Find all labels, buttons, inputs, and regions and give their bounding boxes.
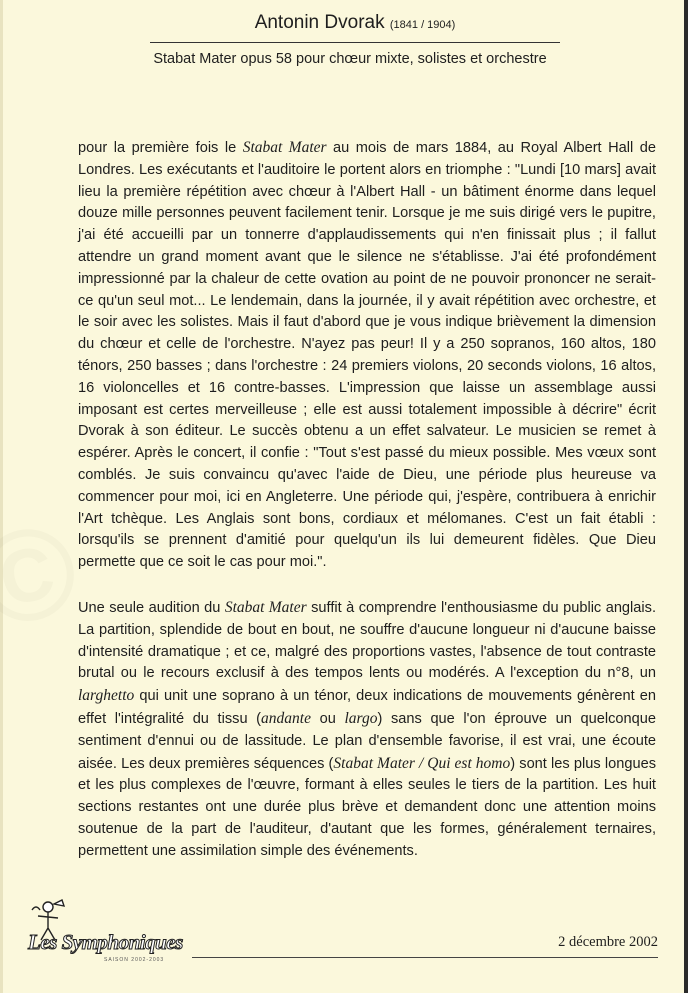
work-title-italic: Stabat Mater bbox=[224, 599, 307, 616]
paragraph-text: ) sont les plus longues et les plus complexes de l'œuvre, formant à elles seules le tiers de la partition. Les huit sections restantes ont une durée plus brève et demandent donc une attention moins soutenue de la part de l'auditeur, d'autant que les formes, généralement ternaires, permettent une assimilation simple des événements. bbox=[78, 755, 656, 859]
paragraph-text: ou bbox=[310, 710, 345, 727]
page-edge-left bbox=[0, 0, 3, 993]
logo-wordmark: Les Symphoniques bbox=[28, 930, 183, 954]
page-edge-right bbox=[684, 0, 688, 993]
tempo-term-italic: larghetto bbox=[78, 687, 135, 705]
page-title bbox=[150, 12, 560, 36]
copyright-watermark bbox=[0, 492, 90, 659]
paragraph-text: Une seule audition du bbox=[78, 600, 225, 616]
footer-divider bbox=[192, 957, 658, 958]
body-paragraph-1 bbox=[78, 137, 656, 574]
body-paragraph-2 bbox=[78, 597, 656, 863]
composer-dates: (1841 / 1904) bbox=[389, 19, 456, 31]
tempo-term-italic: largo bbox=[344, 709, 378, 727]
work-title-italic: Stabat Mater bbox=[242, 139, 327, 156]
sequence-titles-italic: Stabat Mater / Qui est homo bbox=[333, 754, 511, 772]
composer-name: Antonin Dvorak bbox=[254, 12, 385, 33]
paragraph-text: suffit à comprendre l'enthousiasme du public anglais. La partition, splendide de bout en bout, ne souffre d'aucune longueur ni d'aucune baisse d'intensité dramatique ; et ce, malgré des proportions vastes, l'absence de tout contraste brutal ou le recours exclusif à des tempos lents ou modérés. A l'exception du n°8, un bbox=[78, 600, 656, 682]
tempo-term-italic: andante bbox=[261, 709, 311, 727]
header-divider bbox=[150, 42, 560, 43]
footer-date: 2 décembre 2002 bbox=[558, 934, 658, 950]
page-subtitle: Stabat Mater opus 58 pour chœur mixte, solistes et orchestre bbox=[153, 51, 547, 67]
logo-tagline: SAISON 2002-2003 bbox=[104, 957, 165, 963]
paragraph-text: au mois de mars 1884, au Royal Albert Hall de Londres. Les exécutants et l'auditoire le portent alors en triomphe : "Lundi [10 mars] avait lieu la première répétition avec chœur à l'Albert Hall - un bâtiment énorme dans lequel douze mille personnes peuvent facilement tenir. Lorsque je me suis dirigé vers le pupitre, j'ai été accueilli par un tonnerre d'applaudissements qui n'en finissait plus ; il fallut attendre un grand moment avant que le silence ne s'établisse. J'ai été profondément impressionné par la chaleur de cette ovation au point de ne pouvoir prononcer ne serait-ce qu'un seul mot... Le lendemain, dans la journée, il y avait répétition avec orchestre, et le soir avec les solistes. Mais il faut d'abord que je vous indique brièvement la dimension du chœur et celle de l'orchestre. N'ayez pas peur! Il y a 250 sopranos, 160 altos, 180 ténors, 250 basses ; dans l'orchestre : 24 premiers violons, 20 seconds violons, 16 altos, 16 violoncelles et 16 contre-basses. L'impression que laisse un assemblage aussi imposant est certes merveilleuse ; elle est aussi totalement impossible à décrire" écrit Dvorak à son éditeur. Le succès obtenu a un effet salvateur. Le musicien se remet à espérer. Après le concert, il confie : "Tout s'est passé du mieux possible. Mes vœux sont comblés. Je suis convaincu qu'avec l'aide de Dieu, une période plus heureuse va commencer pour moi, ici en Angleterre. Une période qui, j'espère, contribuera à enrichir l'Art tchèque. Les Anglais sont bons, cordiaux et mélomanes. C'est un fait établi : lorsqu'ils se prennent d'amitié pour quelqu'un ils lui demeurent fidèles. Que Dieu permette que ce soit le cas pour moi.". bbox=[78, 140, 656, 571]
paragraph-text: pour la première fois le bbox=[78, 140, 243, 156]
paragraph-text: ) sans que l'on éprouve un quelconque sentiment d'ennui ou de lassitude. Le plan d'ensemble favorise, il est vrai, une écoute aisée. Les deux premières séquences ( bbox=[78, 710, 656, 772]
paragraph-text: qui unit une soprano à un ténor, deux indications de mouvements génèrent en effet l'intégralité du tissu ( bbox=[78, 688, 656, 727]
